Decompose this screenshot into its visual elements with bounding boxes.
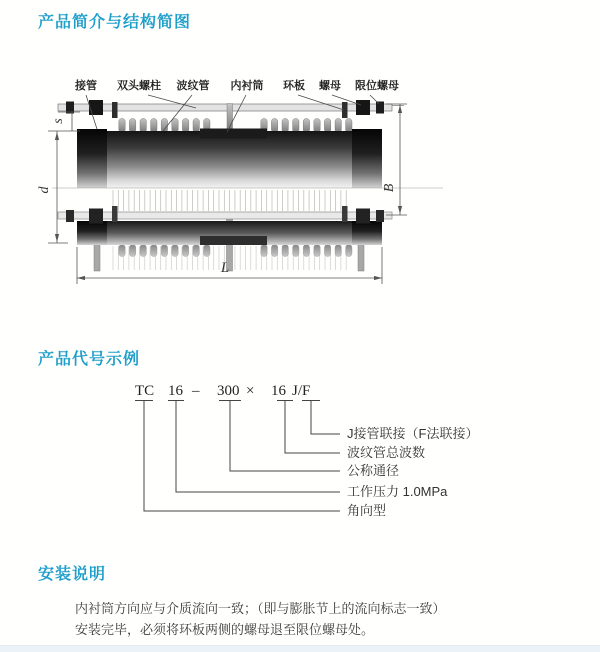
limit-nut-right [376,102,384,114]
callout-connection: J接管联接（F法联接） [347,426,479,441]
code-seg-waves: 16 [271,383,286,399]
dim-label-d: d [37,186,52,194]
dim-label-B: B [382,183,397,193]
code-seg-connection: J/F [292,383,311,399]
section-title-installation: 安装说明 [38,566,107,583]
part-label-huanban: 环板 [283,80,305,92]
tie-rod-top [58,104,392,111]
dim-label-s: s [51,118,66,124]
code-seg-dash: – [192,383,200,399]
part-label-neichentong: 内衬筒 [230,80,264,92]
tie-rod-bottom [58,212,392,219]
installation-notes [75,598,446,640]
code-callout-lines [135,401,340,512]
body-upper [77,129,382,189]
code-seg-times: × [246,383,255,399]
ring-plate-left [112,102,118,118]
nut-left [89,100,103,115]
callout-type: 角向型 [347,503,387,518]
liner-collar [200,129,267,139]
code-seg-diameter: 300 [217,383,240,399]
code-seg-pressure: 16 [168,383,183,399]
nut-right [356,100,370,115]
page-footer-strip [0,645,600,652]
callout-pressure: 工作压力 1.0MPa [347,484,448,499]
part-label-jieguan: 接管 [75,80,97,92]
body-lower [77,221,382,245]
dim-label-L: L [220,260,230,276]
installation-line-2: 安装完毕，必须将环板两侧的螺母退至限位螺母处。 [75,622,375,637]
part-label-shuangtouluozhu: 双头螺柱 [117,80,161,92]
section-title-intro: 产品简介与结构简图 [38,14,192,31]
bellows-crests-bottom [119,245,352,257]
corrugation-lines-upper [113,190,346,211]
center-stud [227,104,233,133]
code-seg-type: TC [135,383,155,399]
callout-diameter: 公称通径 [347,463,400,478]
section-title-code-example: 产品代号示例 [38,351,141,368]
part-label-xianweiluomu: 限位螺母 [355,80,399,92]
part-label-bowenguan: 波纹管 [176,80,210,92]
callout-waves: 波纹管总波数 [347,445,426,460]
installation-line-1: 内衬筒方向应与介质流向一致；（即与膨胀节上的流向标志一致） [75,601,446,616]
part-label-luomu: 螺母 [319,80,341,92]
dim-B-lines [386,104,407,215]
